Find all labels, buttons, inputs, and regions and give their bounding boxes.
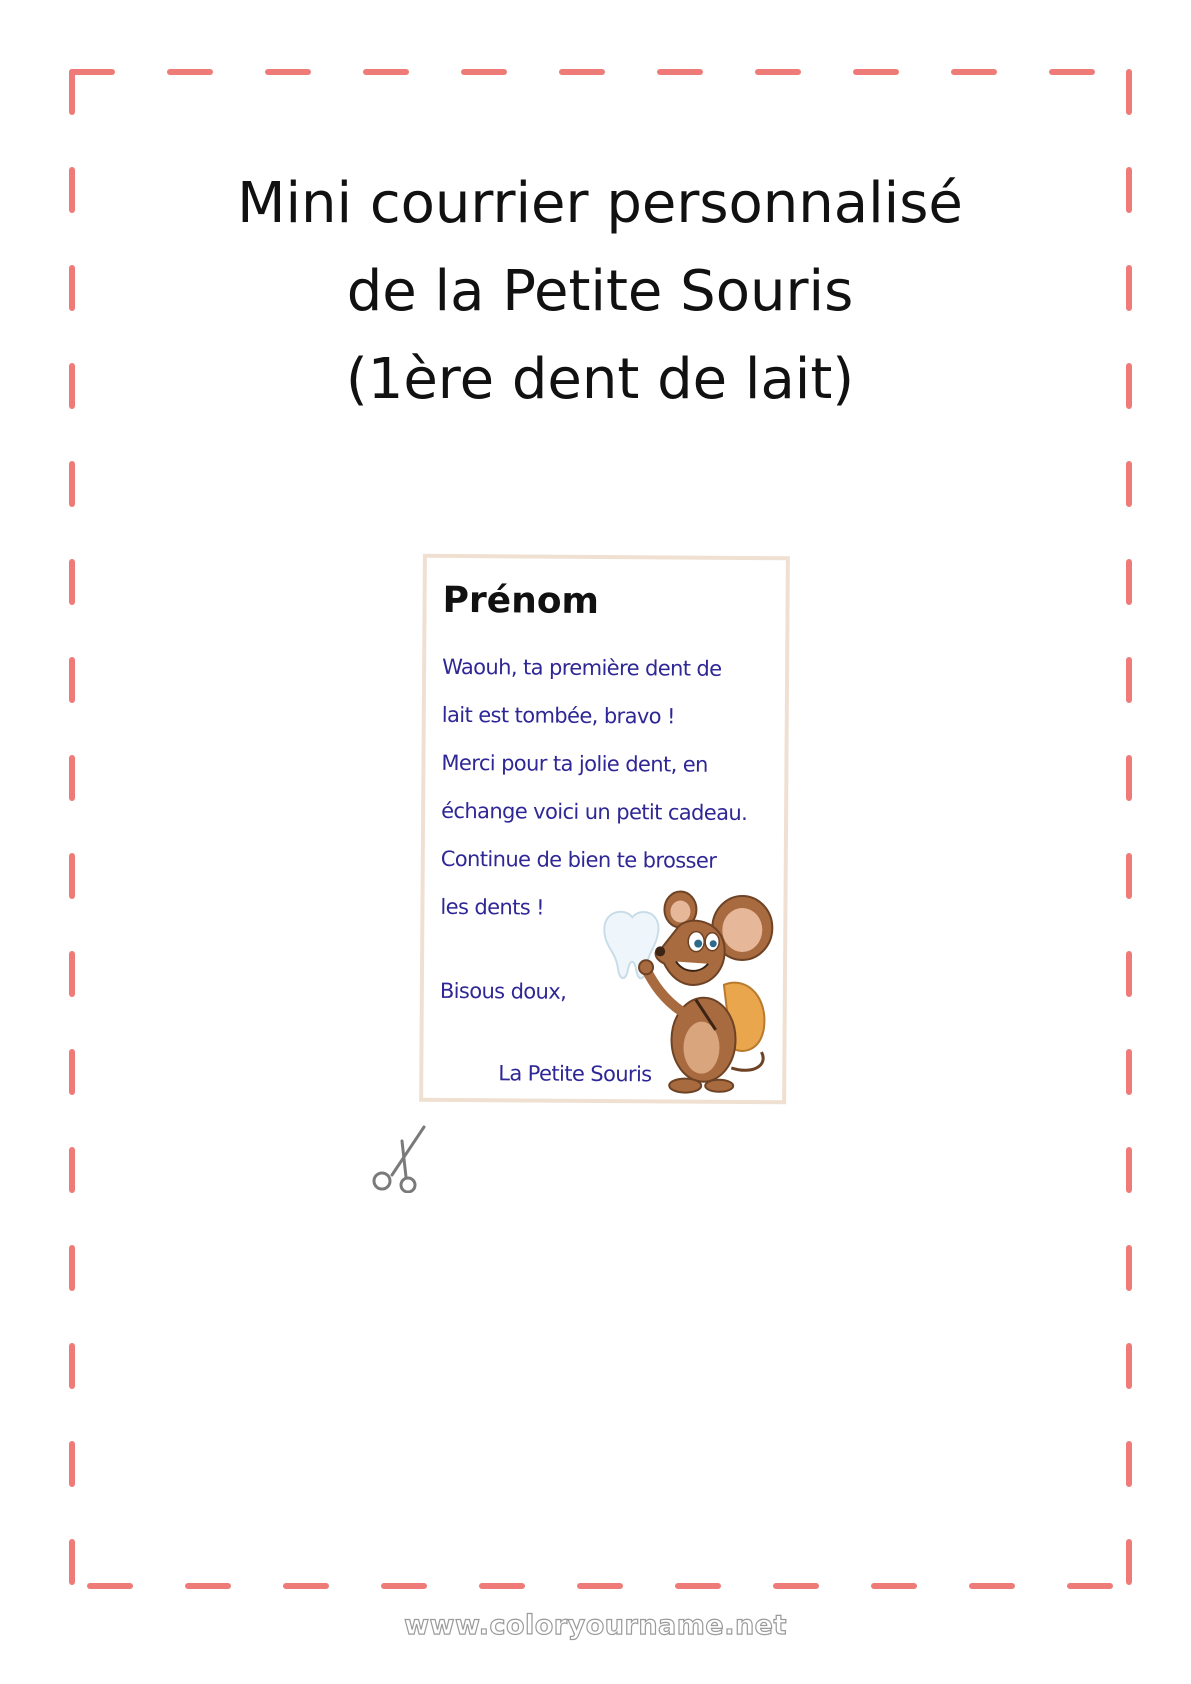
letter-line: Waouh, ta première dent de [442, 654, 722, 681]
title-line-3: (1ère dent de lait) [345, 347, 855, 412]
scissors-icon [370, 1123, 430, 1193]
letter-body [440, 580, 775, 933]
page-title [150, 160, 1050, 424]
website-watermark: www.coloryourname.net [404, 1610, 787, 1641]
mouse-with-tooth-icon [583, 889, 784, 1105]
letter-line: les dents ! [440, 894, 545, 920]
letter-signature: La Petite Souris [498, 1061, 652, 1087]
letter-closing: Bisous doux, [439, 978, 567, 1004]
letter-line: Merci pour ta jolie dent, en [441, 750, 708, 777]
letter-line: Continue de bien te brosser [440, 846, 717, 873]
recipient-name: Prénom [442, 579, 600, 622]
letter-card [419, 554, 790, 1105]
title-line-2: de la Petite Souris [346, 259, 854, 324]
letter-line: lait est tombée, bravo ! [441, 702, 675, 729]
letter-line: échange voici un petit cadeau. [441, 798, 748, 825]
title-line-1: Mini courrier personnalisé [237, 171, 963, 236]
